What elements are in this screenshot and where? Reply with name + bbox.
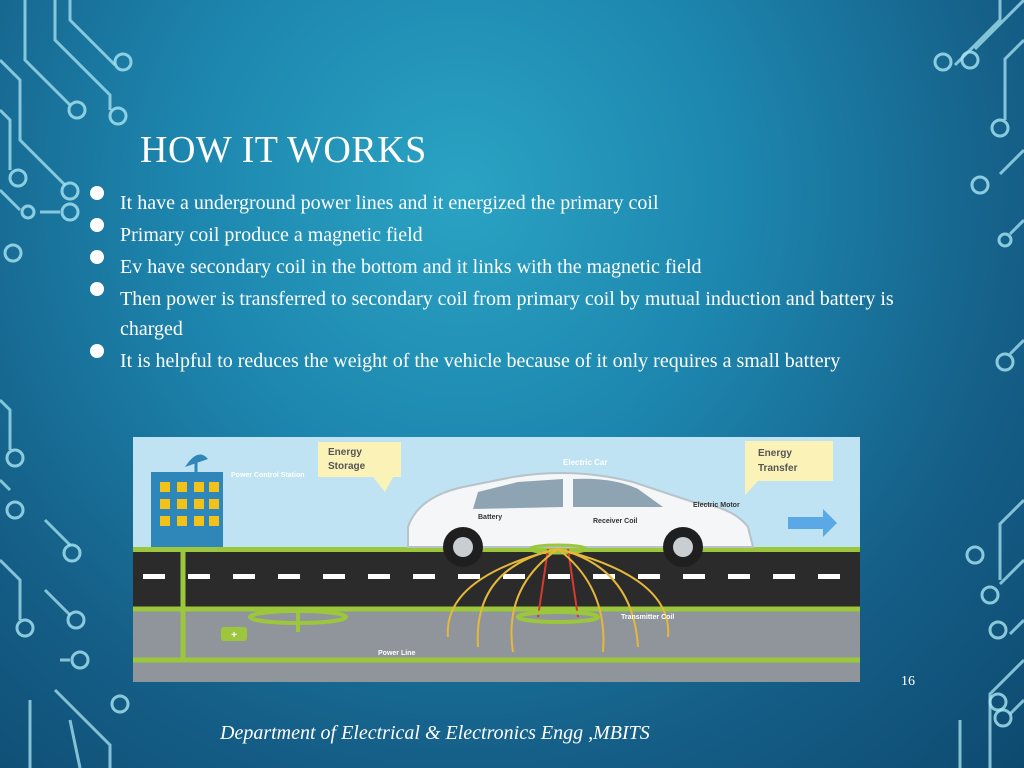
bullet-item — [90, 220, 910, 250]
bullet-dot-icon — [90, 282, 104, 296]
receiver-coil-label: Receiver Coil — [593, 518, 638, 525]
bullet-item — [90, 284, 910, 344]
svg-text:Transfer: Transfer — [758, 463, 798, 474]
svg-text:+: + — [231, 630, 237, 641]
bullet-item — [90, 252, 910, 282]
bullet-text: Then power is transferred to secondary coil from primary coil by mutual induction and battery is charged — [120, 288, 894, 340]
bullet-text: It have a underground power lines and it energized the primary coil — [120, 192, 659, 214]
battery-label: Battery — [478, 514, 503, 521]
slide-title: HOW IT WORKS — [140, 129, 427, 171]
svg-text:Storage: Storage — [328, 461, 366, 472]
power-control-station-label: Power Control Station — [231, 472, 305, 479]
electric-motor-label: Electric Motor — [693, 502, 740, 509]
footer-text: Department of Electrical & Electronics Engg ,MBITS — [220, 722, 650, 744]
power-line-label: Power Line — [378, 650, 416, 657]
slide-number: 16 — [901, 674, 915, 689]
bullet-text: Ev have secondary coil in the bottom and it links with the magnetic field — [120, 256, 702, 278]
bullet-dot-icon — [90, 218, 104, 232]
transmitter-coil-label: Transmitter Coil — [621, 614, 675, 621]
bullet-text: Primary coil produce a magnetic field — [120, 224, 423, 246]
bullet-dot-icon — [90, 344, 104, 358]
bullet-item — [90, 188, 910, 218]
bullet-item — [90, 346, 910, 376]
svg-text:Energy: Energy — [758, 448, 792, 459]
electric-car-label: Electric Car — [563, 458, 608, 467]
bullet-dot-icon — [90, 186, 104, 200]
svg-text:Energy: Energy — [328, 447, 362, 458]
bullet-text: It is helpful to reduces the weight of the vehicle because of it only requires a small battery — [120, 350, 841, 372]
bullet-list — [90, 188, 910, 376]
bullet-dot-icon — [90, 250, 104, 264]
wireless-charging-diagram — [133, 437, 860, 682]
